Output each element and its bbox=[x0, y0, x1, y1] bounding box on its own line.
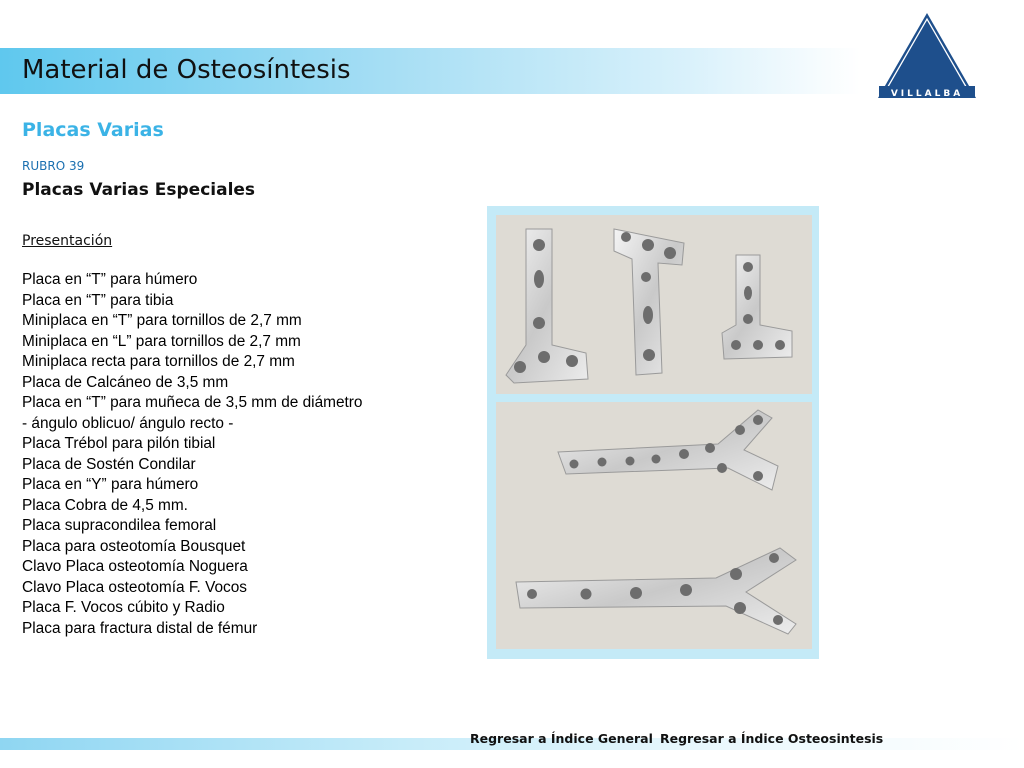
list-item: Placa en “T” para húmero bbox=[22, 271, 198, 288]
link-osteosintesis-index[interactable]: Regresar a Índice Osteosintesis bbox=[660, 731, 884, 746]
page-title: Material de Osteosíntesis bbox=[22, 55, 351, 85]
section-title: Placas Varias bbox=[22, 119, 164, 141]
rubro-label: RUBRO 39 bbox=[22, 159, 85, 173]
list-item: Placa supracondilea femoral bbox=[22, 517, 217, 534]
list-item: Placa para osteotomía Bousquet bbox=[22, 537, 246, 555]
list-item: Placa de Calcáneo de 3,5 mm bbox=[22, 373, 229, 391]
list-item: Placa de Sostén Condilar bbox=[22, 455, 196, 473]
t-plates-photo bbox=[496, 215, 812, 394]
list-item: Placa Cobra de 4,5 mm. bbox=[22, 496, 188, 514]
list-item: Placa en “T” para muñeca de 3,5 mm de diámetro bbox=[22, 394, 363, 411]
list-item: - ángulo oblicuo/ ángulo recto - bbox=[22, 414, 234, 432]
list-item: Miniplaca en “L” para tornillos de 2,7 mm bbox=[22, 332, 301, 350]
list-item: Clavo Placa osteotomía Noguera bbox=[22, 558, 248, 575]
list-item: Miniplaca en “T” para tornillos de 2,7 mm bbox=[22, 312, 302, 329]
product-list bbox=[22, 270, 362, 639]
list-item: Placa en “Y” para húmero bbox=[22, 476, 199, 493]
list-item: Placa F. Vocos cúbito y Radio bbox=[22, 599, 225, 616]
list-item: Miniplaca recta para tornillos de 2,7 mm bbox=[22, 353, 295, 370]
product-photo-frame bbox=[487, 206, 819, 659]
subtitle: Placas Varias Especiales bbox=[22, 180, 256, 200]
list-item: Clavo Placa osteotomía F. Vocos bbox=[22, 578, 247, 596]
list-item: Placa para fractura distal de fémur bbox=[22, 619, 258, 637]
y-plates-photo bbox=[496, 402, 812, 649]
presentation-label: Presentación bbox=[22, 233, 113, 249]
link-general-index[interactable]: Regresar a Índice General bbox=[470, 731, 653, 746]
villalba-logo bbox=[873, 10, 981, 110]
logo-text: VILLALBA bbox=[890, 89, 964, 99]
list-item: Placa Trébol para pilón tibial bbox=[22, 435, 216, 452]
list-item: Placa en “T” para tibia bbox=[22, 291, 174, 309]
